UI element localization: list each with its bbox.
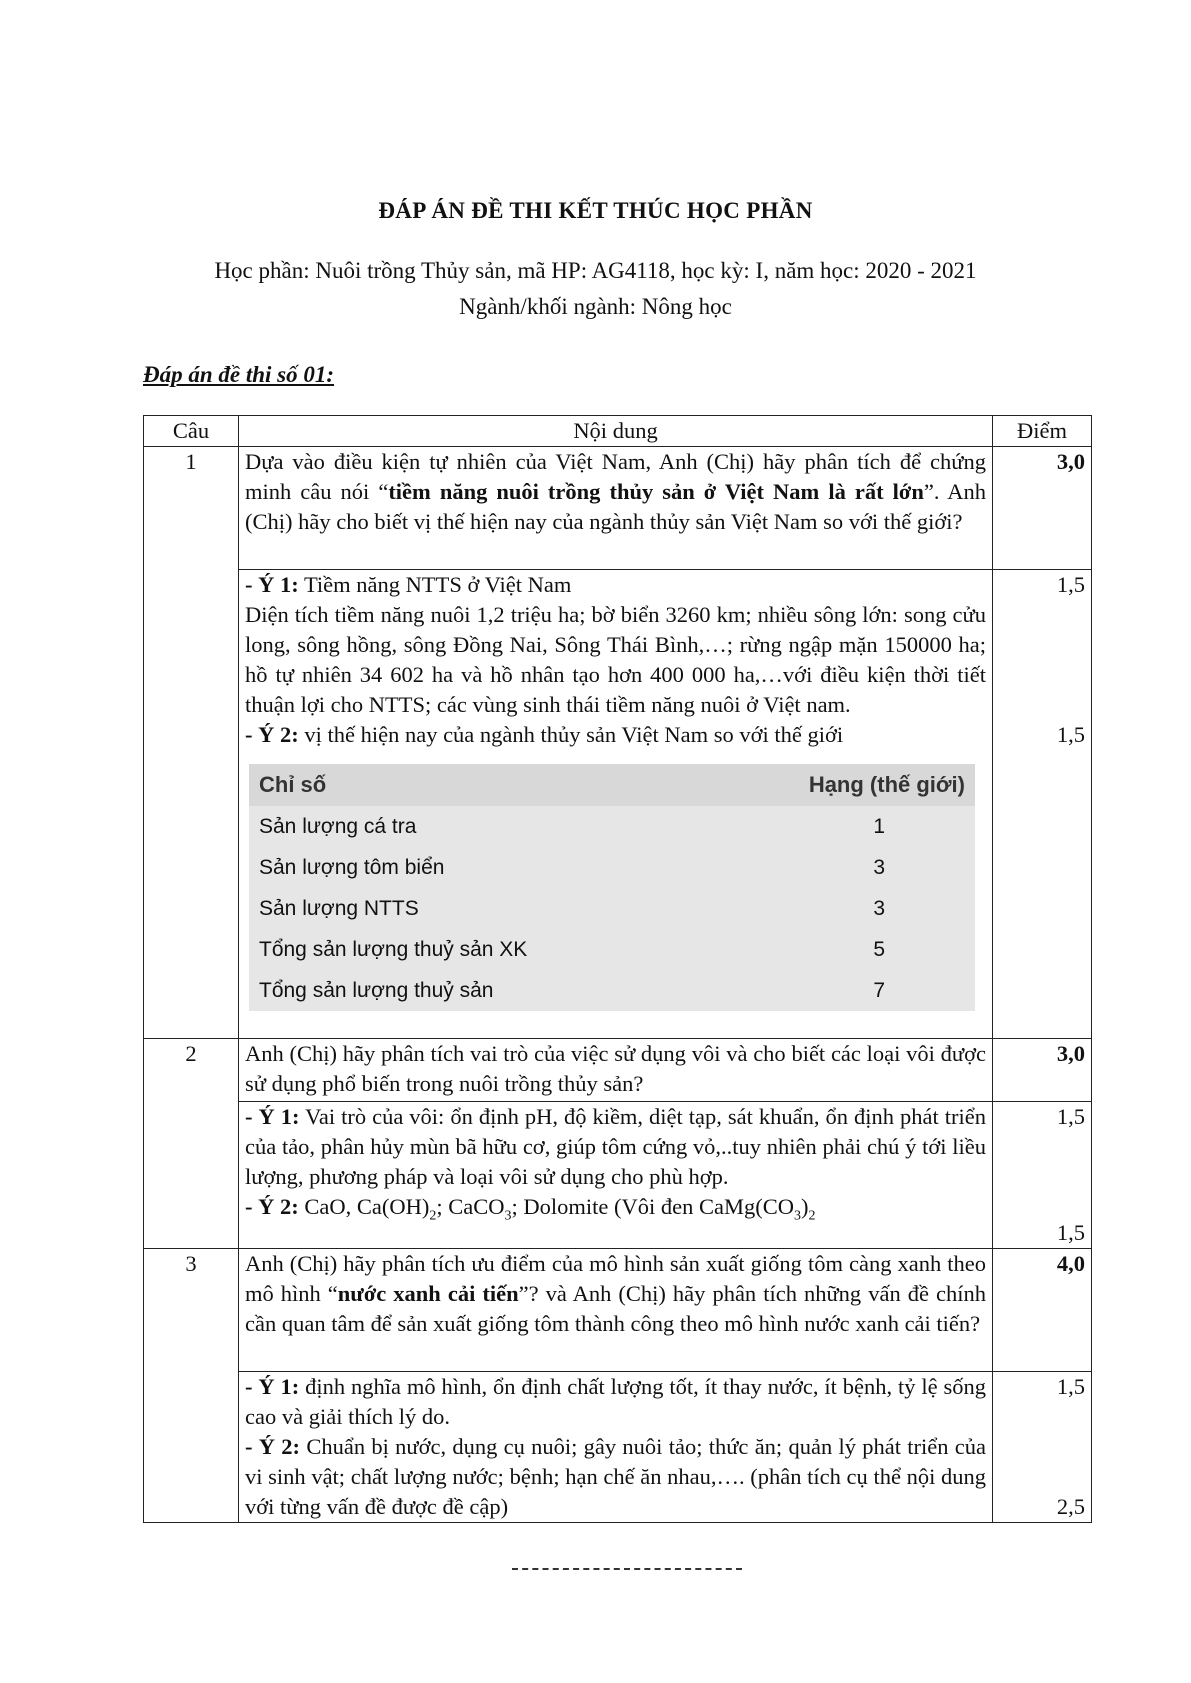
formula-part: ) — [800, 1194, 809, 1219]
question-text-part: ”. Anh (Chị) hãy cho biết vị thế hiện nay của ngành thủy sản Việt Nam so với thế giới? — [245, 479, 987, 534]
rank-indicator: Tổng sản lượng thuỷ sản — [259, 978, 494, 1002]
question-number: 3 — [144, 1249, 239, 1523]
section-heading: Đáp án đề thi số 01: — [143, 362, 335, 387]
point-text: Vai trò của vôi: ổn định pH, độ kiềm, diệt tạp, sát khuẩn, ổn định phát triển của tảo, phân hủy mùn bã hữu cơ, giúp tôm cứng vỏ,..tuy nhiên phải chú ý tới liều lượng, phương pháp và loại vôi sử dụng cho phù hợp. — [245, 1104, 987, 1189]
rank-row — [249, 929, 975, 970]
answer-content — [239, 1372, 993, 1523]
point-text: định nghĩa mô hình, ổn định chất lượng tốt, ít thay nước, ít bệnh, tỷ lệ sống cao và giải thích lý do. — [245, 1374, 987, 1429]
question-emphasis: nước xanh cải tiến — [337, 1281, 519, 1306]
answer-table — [143, 415, 1092, 1523]
answer-content — [239, 570, 993, 1039]
table-row — [144, 447, 1092, 570]
rank-header-indicator: Chỉ số — [249, 764, 700, 806]
table-row — [144, 1249, 1092, 1372]
rank-row — [249, 888, 975, 929]
rank-value: 7 — [873, 978, 885, 1002]
formula-subscript: 2 — [429, 1208, 437, 1224]
formula-part: CaO, Ca(OH) — [298, 1194, 430, 1219]
formula-subscript: 2 — [808, 1208, 816, 1224]
question-emphasis: tiềm năng nuôi trồng thủy sản ở Việt Nam là rất lớn — [388, 479, 924, 504]
table-row — [144, 1102, 1092, 1249]
question-number: 2 — [144, 1039, 239, 1249]
point-text: Diện tích tiềm năng nuôi 1,2 triệu ha; bờ biển 3260 km; nhiều sông lớn: song cửu long, sông hồng, sông Đồng Nai, Sông Thái Bình,…; rừng ngập mặn 150000 ha; hồ tự nhiên 34 602 ha và hồ nhân tạo hơn 400 000 ha,…với điều kiện thời tiết thuận lợi cho NTTS; các vùng sinh thái tiềm năng nuôi ở Việt nam. — [245, 602, 986, 717]
rank-indicator: Tổng sản lượng thuỷ sản XK — [259, 937, 528, 961]
answer-content — [239, 1102, 993, 1249]
question-number: 1 — [144, 447, 239, 1039]
question-text-part: Dựa vào điều kiện tự nhiên của Việt Nam, Anh (Chị) hãy phân tích để chứng minh câu nói “ — [245, 449, 986, 504]
rank-indicator: Sản lượng tôm biển — [259, 855, 445, 879]
document-title: ĐÁP ÁN ĐỀ THI KẾT THÚC HỌC PHẦN — [378, 198, 813, 223]
point-label: - Ý 1: — [245, 1374, 300, 1399]
point-score: 2,5 — [1056, 1494, 1085, 1519]
header-content: Nội dung — [239, 416, 993, 447]
answer-points — [993, 570, 1092, 1039]
rank-indicator: Sản lượng cá tra — [259, 814, 417, 838]
point-label: - Ý 1: — [245, 572, 299, 597]
point-label: - Ý 2: — [245, 1194, 299, 1219]
question-text-part: Anh (Chị) hãy phân tích ưu điểm của mô hình sản xuất giống tôm càng xanh theo mô hình “ — [245, 1251, 986, 1306]
question-text: Anh (Chị) hãy phân tích vai trò của việc sử dụng vôi và cho biết các loại vôi được sử dụng phổ biến trong nuôi trồng thủy sản? — [239, 1039, 993, 1102]
point-score: 1,5 — [1056, 572, 1085, 597]
formula-part: ; Dolomite (Vôi đen CaMg(CO — [511, 1194, 794, 1219]
rank-indicator: Sản lượng NTTS — [259, 896, 419, 920]
formula-part: ; CaCO — [436, 1194, 505, 1219]
rank-header-rank: Hạng (thế giới) — [700, 764, 975, 806]
point-score: 1,5 — [1056, 1220, 1085, 1245]
header-question: Câu — [144, 416, 239, 447]
rank-value: 1 — [873, 814, 885, 838]
answer-points — [993, 1102, 1092, 1249]
question-points: 3,0 — [993, 1039, 1092, 1102]
rank-row — [249, 847, 975, 888]
question-text — [239, 1249, 993, 1372]
rank-value: 3 — [873, 896, 885, 920]
point-score: 1,5 — [1056, 1104, 1085, 1129]
end-divider — [512, 1568, 742, 1570]
point-label: - Ý 2: — [245, 1434, 301, 1459]
point-score: 1,5 — [1056, 1374, 1085, 1399]
table-row — [144, 1039, 1092, 1102]
point-score: 1,5 — [1056, 722, 1085, 747]
table-header-row — [144, 416, 1092, 447]
question-points: 3,0 — [993, 447, 1092, 570]
question-points: 4,0 — [993, 1249, 1092, 1372]
point-text: Chuẩn bị nước, dụng cụ nuôi; gây nuôi tảo; thức ăn; quản lý phát triển của vi sinh vật; chất lượng nước; bệnh; hạn chế ăn nhau,…. (phân tích cụ thể nội dung với từng vấn đề được đề cập) — [245, 1434, 986, 1519]
point-text: vị thế hiện nay của ngành thủy sản Việt Nam so với thế giới — [298, 722, 844, 747]
question-text — [239, 447, 993, 570]
rank-row — [249, 970, 975, 1011]
answer-points — [993, 1372, 1092, 1523]
header-points: Điểm — [993, 416, 1092, 447]
formula-subscript: 3 — [793, 1208, 801, 1224]
table-row — [144, 570, 1092, 1039]
rank-value: 3 — [873, 855, 885, 879]
world-rank-table — [249, 764, 975, 1011]
point-label: - Ý 1: — [245, 1104, 300, 1129]
major-info: Ngành/khối ngành: Nông học — [459, 294, 732, 319]
table-row — [144, 1372, 1092, 1523]
rank-value: 5 — [873, 937, 885, 961]
point-title: Tiềm năng NTTS ở Việt Nam — [298, 572, 572, 597]
course-info: Học phần: Nuôi trồng Thủy sản, mã HP: AG4118, học kỳ: I, năm học: 2020 - 2021 — [214, 258, 977, 283]
rank-row — [249, 806, 975, 847]
point-text — [245, 1192, 986, 1232]
point-label: - Ý 2: — [245, 722, 299, 747]
formula-subscript: 3 — [504, 1208, 512, 1224]
question-text-part: ”? và Anh (Chị) hãy phân tích những vấn đề chính cần quan tâm để sản xuất giống tôm thành công theo mô hình nước xanh cải tiến? — [245, 1281, 986, 1336]
